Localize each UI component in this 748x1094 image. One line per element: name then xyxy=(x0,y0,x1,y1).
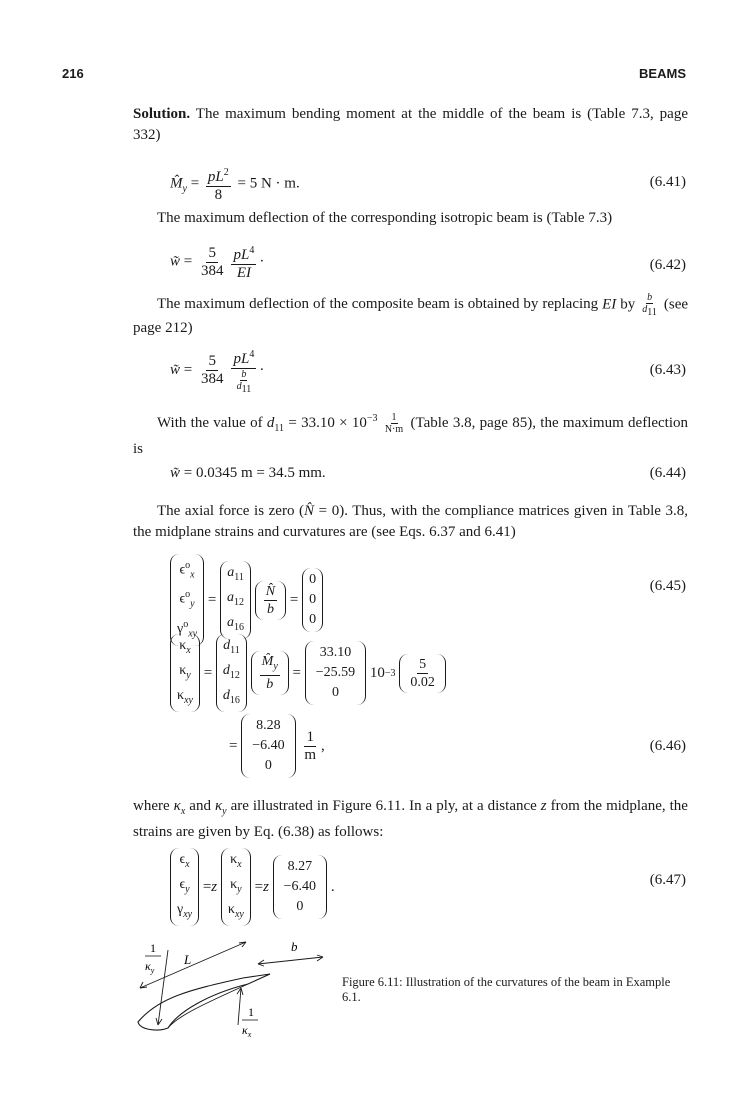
eq646-val1-2: −25.59 xyxy=(315,665,356,681)
equation-6-47: $\epsilon_x$ $\epsilon_y$ $\gamma_{xy}$ = z $\kappa_x$ $\kappa_y$ $\kappa_{xy}$ = z 8.27 −6.40 0 . xyxy=(170,848,335,926)
equation-6-42: w̃ = $\frac{5}{384}$ $\frac{pL^4}{EI}$ · xyxy=(170,242,264,282)
eq647-val-1: 8.27 xyxy=(287,859,313,875)
eq646-val1-1: 33.10 xyxy=(319,645,352,661)
equation-6-41: $M̂_y$ = $\frac{pL^2}{8}$ = 5 N · m. xyxy=(170,164,300,204)
fig-label-b: b xyxy=(291,939,298,954)
solution-text: The maximum bending moment at the middle of the beam is (Table 7.3, page 332) xyxy=(133,106,688,143)
eq647-val-2: −6.40 xyxy=(283,879,317,895)
eq646-val1-3: 0 xyxy=(331,685,339,701)
p4c: (Table 3.8, page 85), the maximum deflection is xyxy=(133,415,689,457)
axial-force-text: The axial force is zero (N̂ = 0). Thus, with the compliance matrices given in Table 3.8, the midplane strains and curvatures are (see Eqs. 6.37 and 6.41) xyxy=(133,503,689,540)
svg-text:κy: $\kappa_y$ xyxy=(145,959,155,975)
eqnum-6-42: (6.42) xyxy=(649,257,686,273)
eq646-val2-1: 8.28 xyxy=(256,718,281,733)
composite-deflection-text: The maximum deflection of the composite beam is obtained by replacing EI by $\frac{b}{d_{11}}$ (see page 212) xyxy=(133,292,689,336)
eq646-val2-2: −6.40 xyxy=(252,738,285,753)
ply-strain-text: where $\kappa_x$ and $\kappa_y$ are illustrated in Figure 6.11. In a ply, at a distance z from the midplane, the strains are given by Eq. (6.38) as follows: xyxy=(133,798,688,840)
page-number: 216 xyxy=(62,66,84,81)
beam-curvature-figure xyxy=(128,930,338,1050)
eqnum-6-43: (6.43) xyxy=(649,362,686,378)
figure-caption: Figure 6.11: Illustration of the curvatures of the beam in Example 6.1. xyxy=(342,975,671,1004)
p3a: The maximum deflection of the composite beam is obtained by replacing xyxy=(157,296,599,313)
eq645-zero-2: 0 xyxy=(309,592,317,608)
solution-lead: Solution. xyxy=(133,106,191,122)
eq646-factor: 10 xyxy=(369,664,385,681)
eq646-frac-num: 5 xyxy=(419,656,427,672)
eqnum-6-44: (6.44) xyxy=(649,465,686,481)
fig-label-L: L xyxy=(184,952,192,967)
eqnum-6-46: (6.46) xyxy=(649,738,686,754)
equation-6-46-line1: $\kappa_x$ $\kappa_y$ $\kappa_{xy}$ = $d_{11}$ $d_{12}$ $d_{16}$ $\frac{M̂_y}{b}$ = 33.10 −25.59 0 10 −3 $\frac{5}{0.02}$ xyxy=(170,634,446,712)
svg-text:κx: $\kappa_x$ xyxy=(242,1023,252,1039)
eq644-rhs: = 0.0345 m = 34.5 mm. xyxy=(183,465,326,481)
equation-6-44: w̃ = 0.0345 m = 34.5 mm. xyxy=(170,465,326,481)
equation-6-45: $\epsilon^o_x$ $\epsilon^o_y$ $\gamma^o_{xy}$ = $a_{11}$ $a_{12}$ $a_{16}$ $\frac{N̂}{b}$ = 0 0 0 xyxy=(170,554,323,646)
eq646-frac-den: 0.02 xyxy=(410,674,435,690)
eq646-exp: −3 xyxy=(384,667,396,679)
eq646-val2-3: 0 xyxy=(264,758,272,773)
eq647-val-3: 0 xyxy=(296,899,304,915)
running-title: BEAMS xyxy=(639,66,686,81)
p4a: With the value of xyxy=(157,415,263,431)
eqnum-6-45: (6.45) xyxy=(649,578,686,594)
p4b: = 33.10 × 10 xyxy=(288,415,367,431)
eq645-zero-1: 0 xyxy=(309,572,317,588)
p5a: The axial force is zero ( xyxy=(157,503,305,519)
fig-label-one-kx: 1 xyxy=(248,1005,254,1019)
isotropic-deflection-text: The maximum deflection of the corresponding isotropic beam is (Table 7.3) xyxy=(157,210,613,226)
equation-6-46-line2: = 8.28 −6.40 0 $\frac{1}{m}$ , xyxy=(229,714,325,778)
solution-paragraph xyxy=(133,104,688,146)
equation-6-43: w̃ = $\frac{5}{384}$ $\frac{pL^4}{\frac{b}{d_{11}}}$ · xyxy=(170,346,264,395)
fig-label-one-ky: 1 xyxy=(150,941,156,955)
eqnum-6-41: (6.41) xyxy=(649,174,686,190)
d11-value-text: With the value of $d_{11} = 33.10 \times 10^{-3}$ $\frac{1}{N\cdot m}$ (Table 3.8, page 85), the maximum deflection is xyxy=(133,412,689,457)
eq641-rhs: = 5 N · m. xyxy=(237,175,300,192)
eq645-zero-3: 0 xyxy=(309,612,317,628)
eqnum-6-47: (6.47) xyxy=(649,872,686,888)
p3b: (see page 212) xyxy=(133,296,689,336)
p5b: = 0). Thus, with the compliance matrices given in Table 3.8, the midplane strains and curvatures are (see Eqs. 6.37 and 6.41) xyxy=(133,503,689,540)
